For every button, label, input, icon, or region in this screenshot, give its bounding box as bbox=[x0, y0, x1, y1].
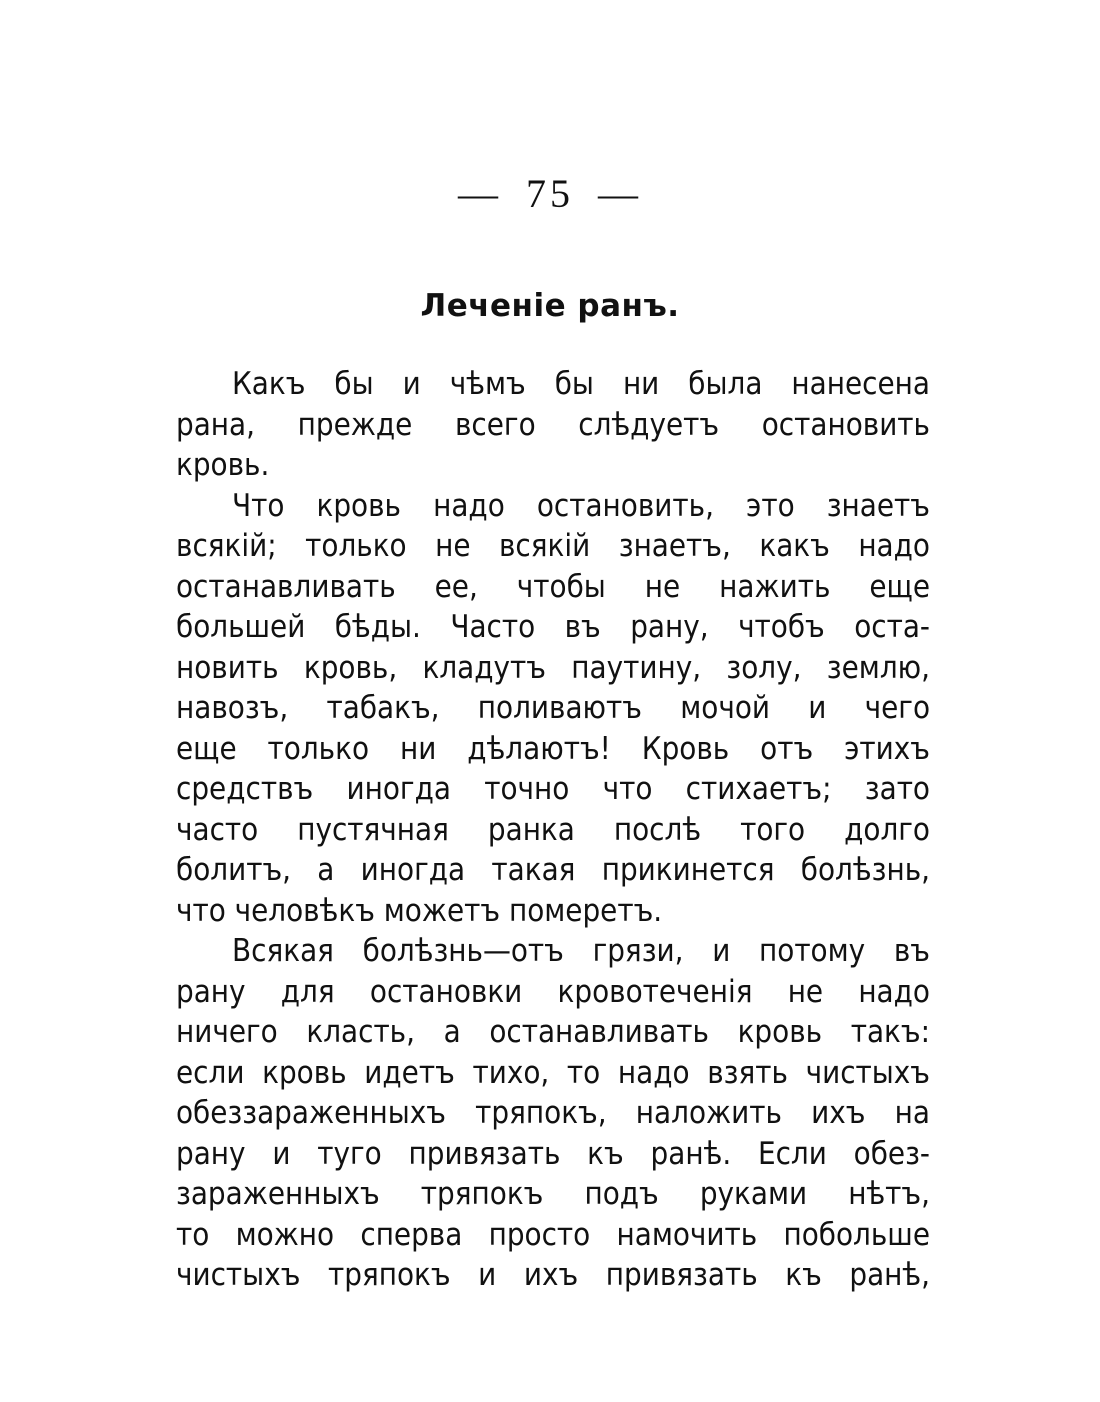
text-line: рану и туго привязать къ ранѣ. Если обез- bbox=[176, 1135, 930, 1172]
text-line: навозъ, табакъ, поливаютъ мочой и чего bbox=[176, 690, 930, 726]
text-line: еще только ни дѣлаютъ! Кровь отъ этихъ bbox=[176, 730, 930, 767]
text-line: кровь. bbox=[176, 447, 270, 483]
text-line: останавливать ее, чтобы не нажить еще bbox=[176, 568, 930, 605]
text-line: болитъ, а иногда такая прикинется болѣзнь, bbox=[176, 852, 930, 888]
text-line: большей бѣды. Часто въ рану, чтобъ оста- bbox=[176, 609, 930, 645]
text-line: рана, прежде всего слѣдуетъ остановить bbox=[176, 406, 930, 443]
text-line: всякій; только не всякій знаетъ, какъ надо bbox=[176, 528, 930, 564]
text-line: если кровь идетъ тихо, то надо взять чистыхъ bbox=[176, 1054, 930, 1091]
section-heading: Леченіе ранъ. bbox=[420, 288, 680, 324]
text-line: обеззараженныхъ тряпокъ, наложить ихъ на bbox=[176, 1095, 930, 1131]
text-line: рану для остановки кровотеченія не надо bbox=[176, 973, 930, 1010]
text-line: что человѣкъ можетъ померетъ. bbox=[176, 892, 663, 929]
text-line: ничего класть, а останавливать кровь такъ: bbox=[176, 1014, 930, 1050]
text-line: новить кровь, кладутъ паутину, золу, землю, bbox=[176, 649, 930, 686]
text-line: Какъ бы и чѣмъ бы ни была нанесена bbox=[232, 366, 930, 402]
text-line: чистыхъ тряпокъ и ихъ привязать къ ранѣ, bbox=[176, 1257, 930, 1293]
text-line: то можно сперва просто намочить побольше bbox=[176, 1216, 930, 1253]
text-line: часто пустячная ранка послѣ того долго bbox=[176, 811, 930, 848]
text-line: Что кровь надо остановить, это знаетъ bbox=[232, 487, 930, 524]
page-number: — 75 — bbox=[458, 171, 642, 216]
text-line: зараженныхъ тряпокъ подъ руками нѣтъ, bbox=[176, 1176, 930, 1212]
text-line: Всякая болѣзнь—отъ грязи, и потому въ bbox=[232, 933, 930, 969]
body-text bbox=[176, 364, 930, 1296]
text-line: средствъ иногда точно что стихаетъ; зато bbox=[176, 771, 930, 807]
